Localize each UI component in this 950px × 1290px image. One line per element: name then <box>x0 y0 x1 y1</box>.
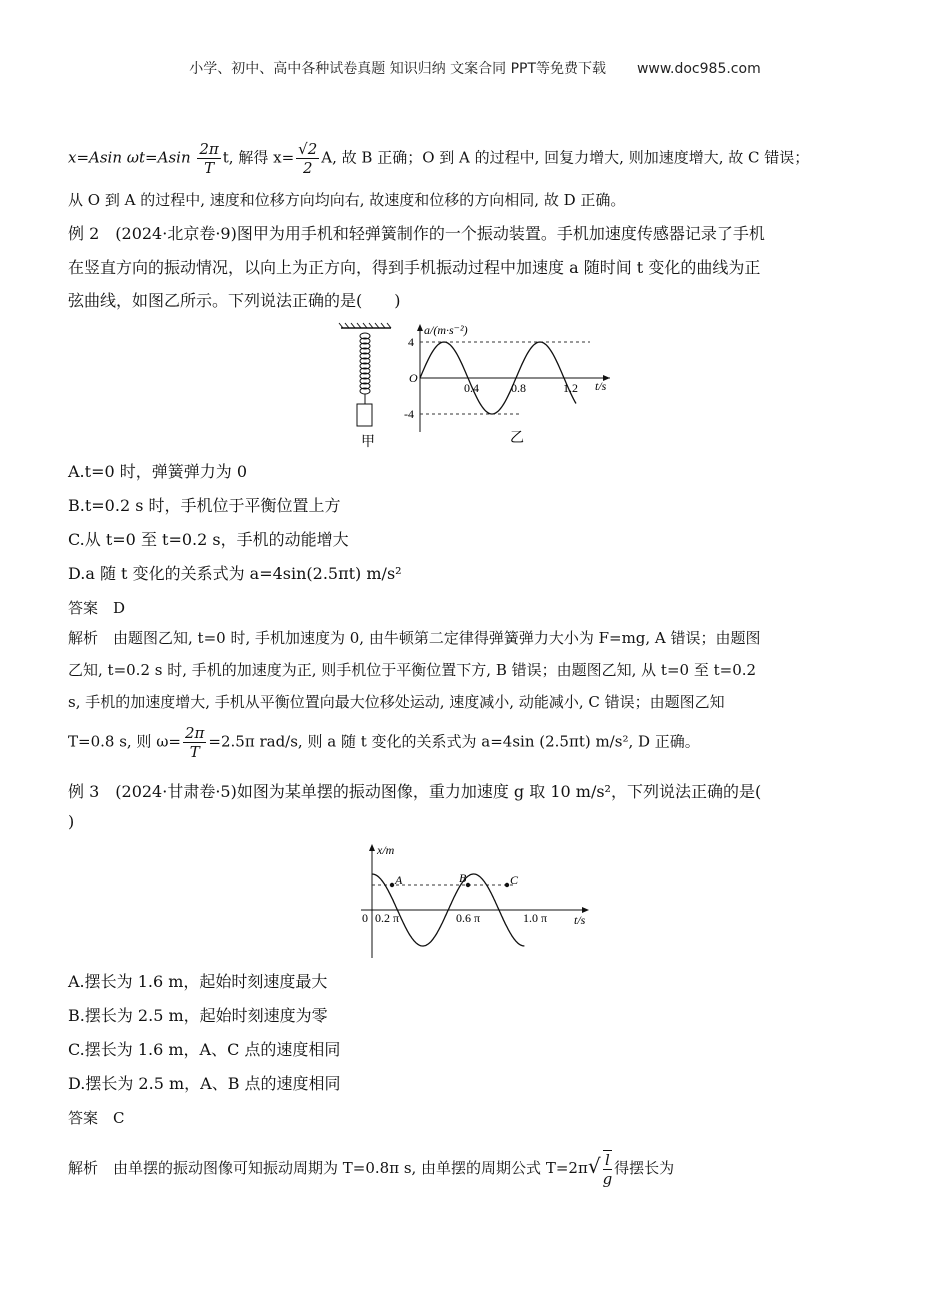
ex2-explanation-3: s, 手机的加速度增大, 手机从平衡位置向最大位移处运动, 速度减小, 动能减小, C 错误；由题图乙知 <box>68 693 725 711</box>
omega-fraction: $\frac{2\pi}{T}$ <box>185 724 205 761</box>
page-header <box>0 58 950 78</box>
point-a-label: A <box>395 873 403 887</box>
ex3-exp-end: 得摆长为 <box>614 1159 675 1177</box>
fig-yi-ylabel: a/(m·s⁻²) <box>424 323 468 337</box>
fig-yi-origin: O <box>409 371 418 385</box>
ex3-option-a: A.摆长为 1.6 m，起始时刻速度最大 <box>68 972 328 991</box>
exp4-text-b: =2.5π rad/s, 则 a 随 t 变化的关系式为 a=4sin (2.5πt) m/s², D 正确。 <box>208 732 700 751</box>
point-b <box>466 883 470 887</box>
ex2-answer: 答案 D <box>68 599 126 617</box>
fig-pend-xlabel: t/s <box>574 913 586 927</box>
fraction: $\frac{2\pi}{T}$ <box>199 140 219 177</box>
ex2-explanation-2: 乙知, t=0.2 s 时, 手机的加速度为正, 则手机位于平衡位置下方, B 错误；由题图乙知, 从 t=0 至 t=0.2 <box>68 661 757 679</box>
ex3-exp-text: 解析 由单摆的振动图像可知振动周期为 T=0.8π s, 由单摆的周期公式 T=2π <box>68 1159 588 1177</box>
figure-yi <box>400 318 620 450</box>
header-url[interactable]: www.doc985.com <box>636 61 761 77</box>
ex2-stem-1: 例 2 (2024·北京卷·9)图甲为用手机和轻弹簧制作的一个振动装置。手机加速度传感器记录了手机 <box>68 224 765 243</box>
fig-yi-yneg: -4 <box>404 407 414 421</box>
header-text: 小学、初中、高中各种试卷真题 知识归纳 文案合同 PPT等免费下载 <box>189 61 607 77</box>
point-a <box>390 883 394 887</box>
intro-line-2: 从 O 到 A 的过程中, 速度和位移方向均向右, 故速度和位移的方向相同, 故 D 正确。 <box>68 191 626 209</box>
point-c <box>505 883 509 887</box>
ex2-option-d: D.a 随 t 变化的关系式为 a=4sin(2.5πt) m/s² <box>68 564 402 583</box>
sqrt-fraction: $\frac{l}{g}$ <box>602 1151 613 1188</box>
ex2-option-a: A.t=0 时，弹簧弹力为 0 <box>68 462 248 481</box>
root-fraction: $\frac{√2}{2}$ <box>298 140 318 177</box>
fig-yi-tick-1: 0.4 <box>464 381 479 395</box>
formula-text: x=Asin ωt=Asin <box>68 148 196 167</box>
ex2-stem-2: 在竖直方向的振动情况，以向上为正方向，得到手机振动过程中加速度 a 随时间 t 变化的曲线为正 <box>68 258 761 277</box>
fig-pend-ylabel: x/m <box>377 843 395 857</box>
ex3-option-c: C.摆长为 1.6 m，A、C 点的速度相同 <box>68 1040 341 1059</box>
fig-jia-label: 甲 <box>361 435 375 450</box>
ex2-option-c: C.从 t=0 至 t=0.2 s，手机的动能增大 <box>68 530 349 549</box>
intro-line-1 <box>68 140 809 177</box>
point-b-label: B <box>459 871 467 885</box>
fig-yi-label: 乙 <box>510 431 524 446</box>
fig-pend-origin: 0 <box>362 911 368 925</box>
fig-pend-tick-2: 0.6 π <box>456 911 481 925</box>
ex3-explanation-1: 解析 由单摆的振动图像可知振动周期为 T=0.8π s, 由单摆的周期公式 T=2π√ $\frac{l}{g}$ 得摆长为 <box>68 1151 675 1188</box>
fig-yi-tick-3: 1.2 <box>563 381 578 395</box>
ex3-stem-1: 例 3 (2024·甘肃卷·5)如图为某单摆的振动图像，重力加速度 g 取 10 m/s²，下列说法正确的是( <box>68 782 762 801</box>
ex3-stem-2: ) <box>68 812 75 831</box>
exp4-text-a: T=0.8 s, 则 ω= <box>68 732 181 751</box>
ex2-option-b: B.t=0.2 s 时，手机位于平衡位置上方 <box>68 496 341 515</box>
fig-pend-tick-1: 0.2 π <box>375 911 400 925</box>
ex2-explanation-1: 解析 由题图乙知, t=0 时, 手机加速度为 0, 由牛顿第二定律得弹簧弹力大小为 F=mg, A 错误；由题图 <box>68 629 761 647</box>
fig-yi-ypos: 4 <box>408 335 414 349</box>
ex3-option-b: B.摆长为 2.5 m，起始时刻速度为零 <box>68 1006 328 1025</box>
ex3-option-d: D.摆长为 2.5 m，A、B 点的速度相同 <box>68 1074 341 1093</box>
intro-text-c: A, 故 B 正确；O 到 A 的过程中, 回复力增大, 则加速度增大, 故 C 错误； <box>321 148 810 167</box>
fig-pend-tick-3: 1.0 π <box>523 911 548 925</box>
ex3-answer: 答案 C <box>68 1109 125 1127</box>
figure-jia <box>335 322 405 450</box>
point-c-label: C <box>510 873 519 887</box>
fig-yi-tick-2: 0.8 <box>511 381 526 395</box>
fig-yi-xlabel: t/s <box>595 379 607 393</box>
figure-pendulum <box>355 840 600 962</box>
intro-text-b: t, 解得 x= <box>222 148 295 167</box>
ex2-explanation-4 <box>68 724 700 761</box>
ex2-stem-3: 弦曲线，如图乙所示。下列说法正确的是( ) <box>68 291 401 310</box>
